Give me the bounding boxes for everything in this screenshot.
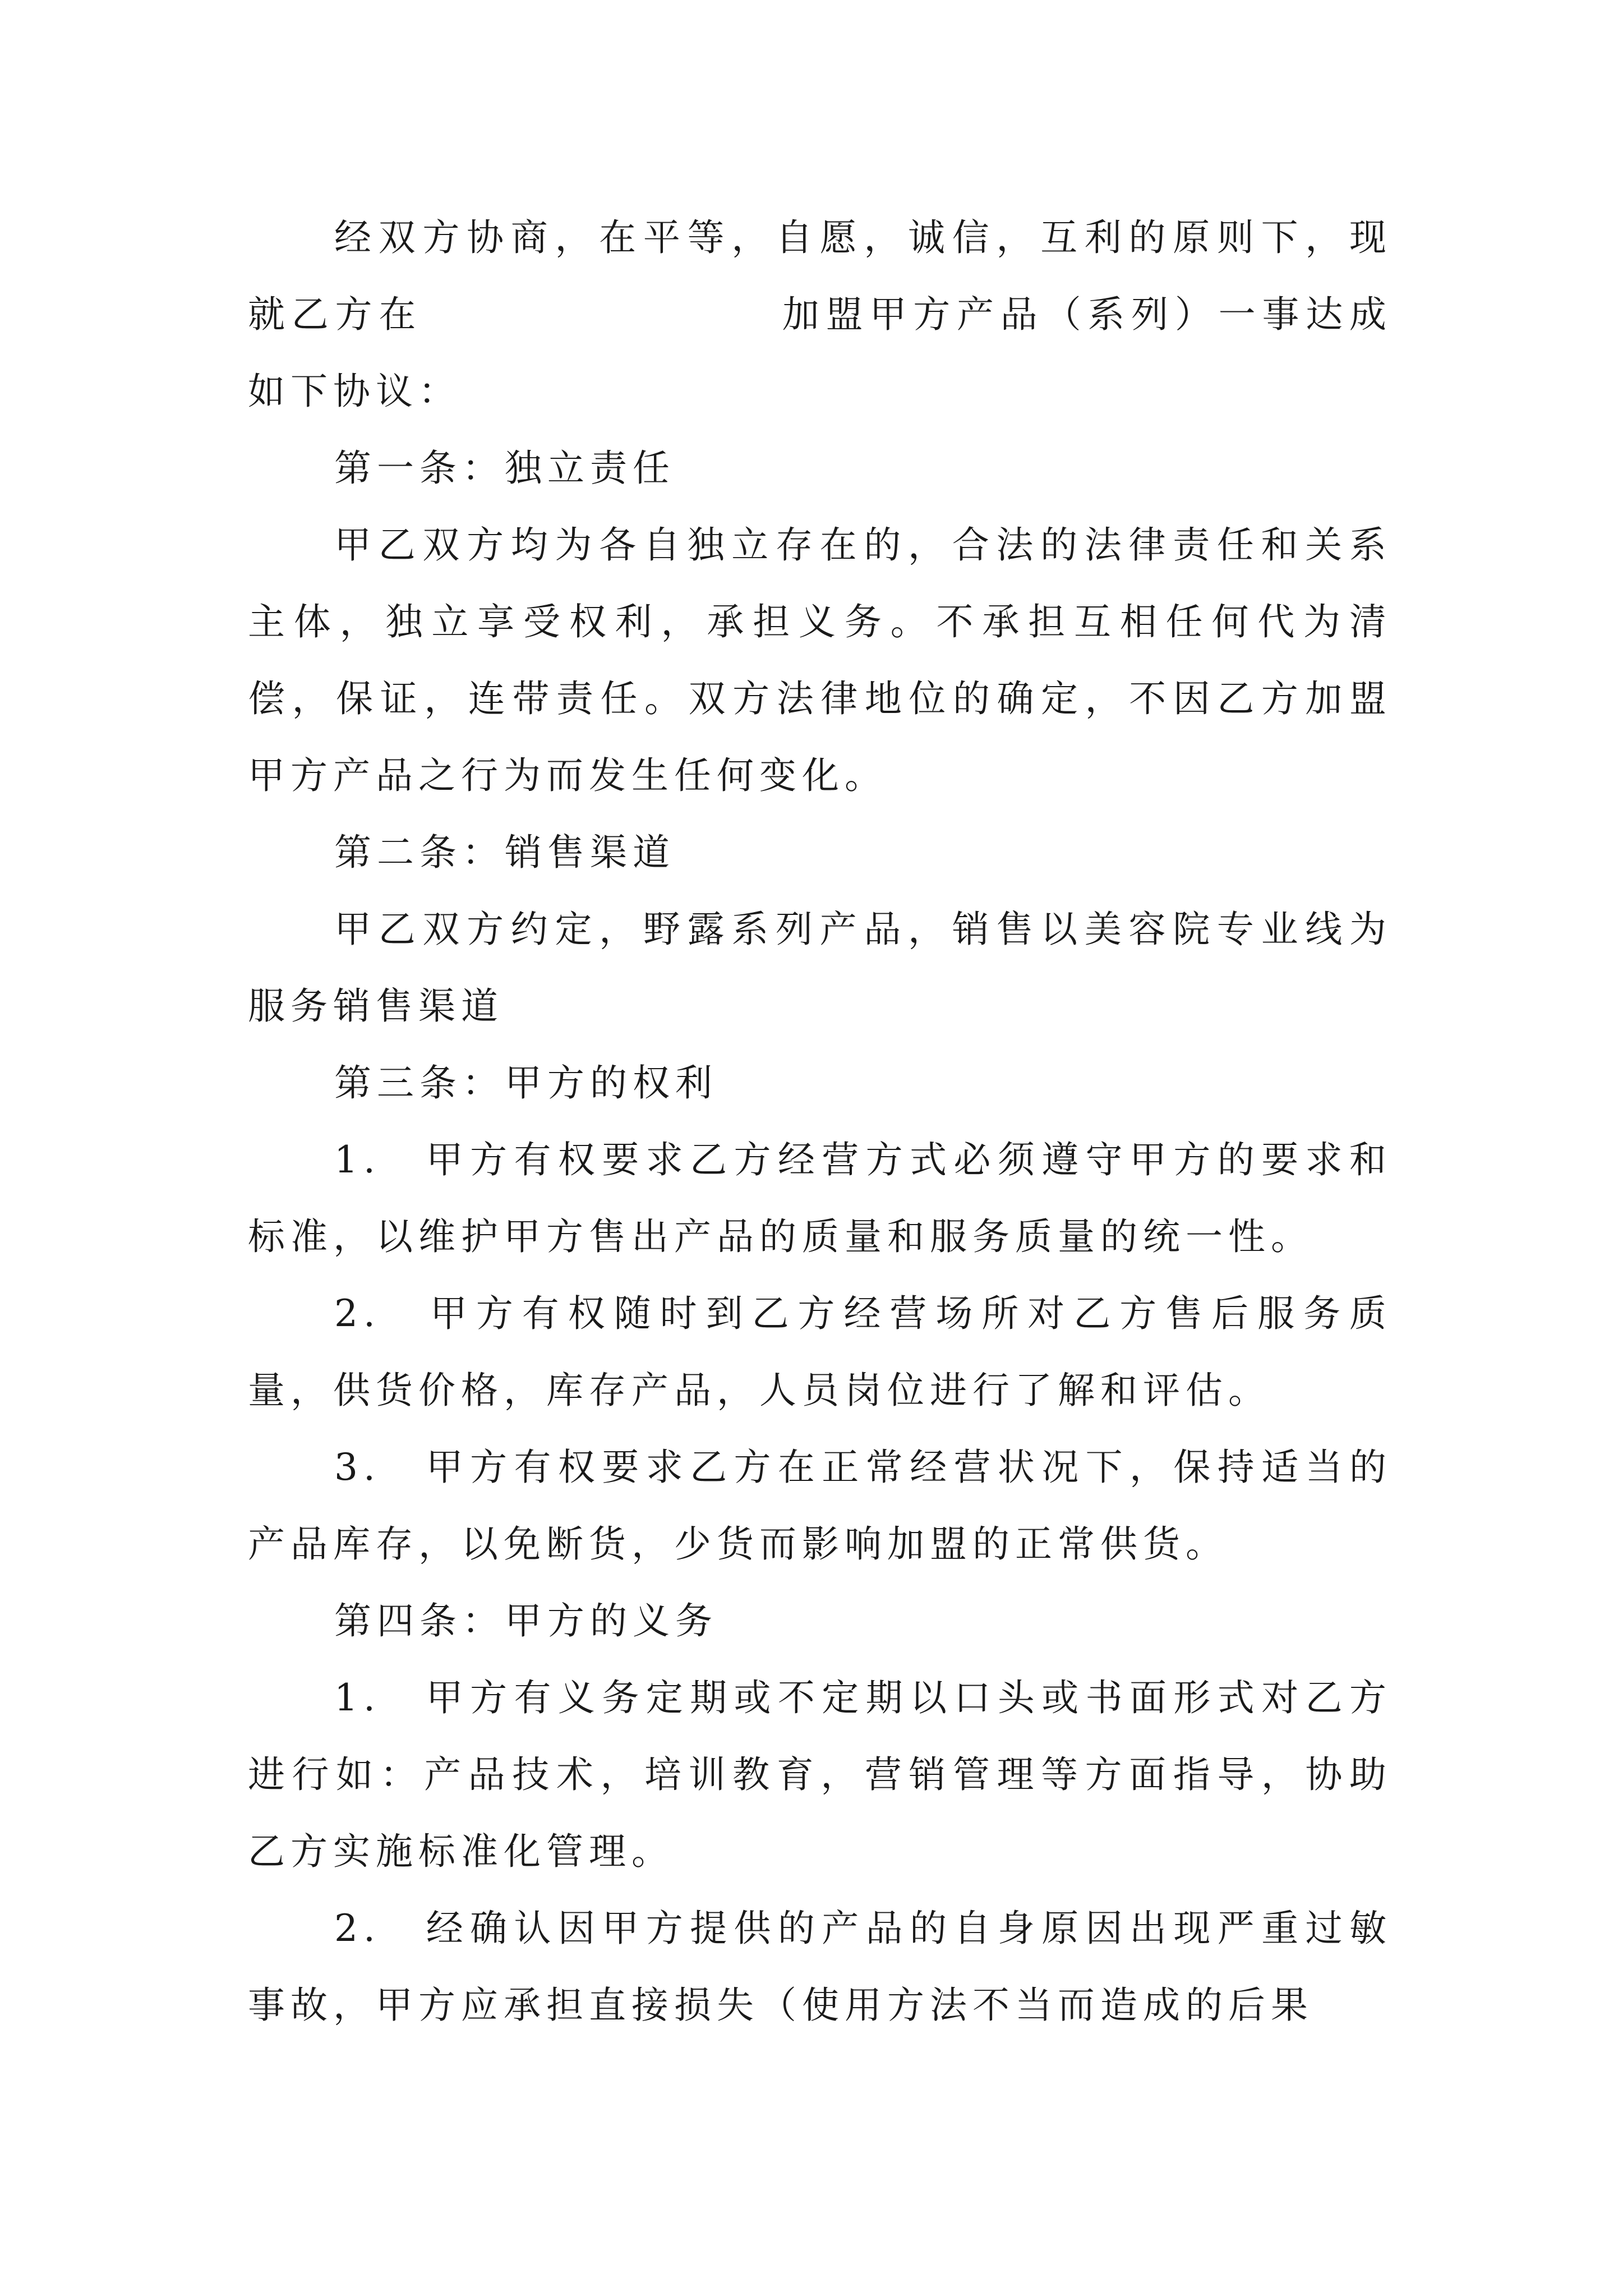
article-1-text: 甲乙双方均为各自独立存在的，合法的法律责任和关系主体，独立享受权利，承担义务。不承担互相任何代为清偿，保证，连带责任。双方法律地位的确定，不因乙方加盟甲方产品之行为而发生任何变化。: [248, 523, 1392, 797]
article-1-heading: 第一条：独立责任: [334, 447, 675, 490]
article-3-item-1: 1. 甲方有权要求乙方经营方式必须遵守甲方的要求和标准，以维护甲方售出产品的质量和服务质量的统一性。: [248, 1138, 1392, 1258]
article-4-item-1: 1. 甲方有义务定期或不定期以口头或书面形式对乙方进行如：产品技术，培训教育，营销管理等方面指导，协助乙方实施标准化管理。: [248, 1676, 1392, 1873]
intro-paragraph: [248, 199, 1392, 430]
document-body: [248, 199, 1392, 2044]
intro-text-after-blank: 加盟甲方产品（系列）一事达成如下协议：: [248, 293, 1393, 413]
article-3-item-2: 2. 甲方有权随时到乙方经营场所对乙方售后服务质量，供货价格，库存产品，人员岗位进行了解和评估。: [248, 1292, 1392, 1412]
article-4-item-2: 2. 经确认因甲方提供的产品的自身原因出现严重过敏事故，甲方应承担直接损失（使用方法不当而造成的后果: [248, 1907, 1392, 2027]
intro-text-before-blank: 经双方协商，在平等，自愿，诚信，互利的原则下，现就乙方在: [248, 216, 1392, 336]
article-3-heading: 第三条：甲方的权利: [334, 1061, 718, 1105]
article-4-heading: 第四条：甲方的义务: [334, 1599, 718, 1642]
article-2-heading: 第二条：销售渠道: [334, 831, 675, 874]
article-2-text: 甲乙双方约定，野露系列产品，销售以美容院专业线为服务销售渠道: [248, 908, 1392, 1028]
article-3-item-3: 3. 甲方有权要求乙方在正常经营状况下，保持适当的产品库存，以免断货，少货而影响加盟的正常供货。: [248, 1446, 1392, 1566]
